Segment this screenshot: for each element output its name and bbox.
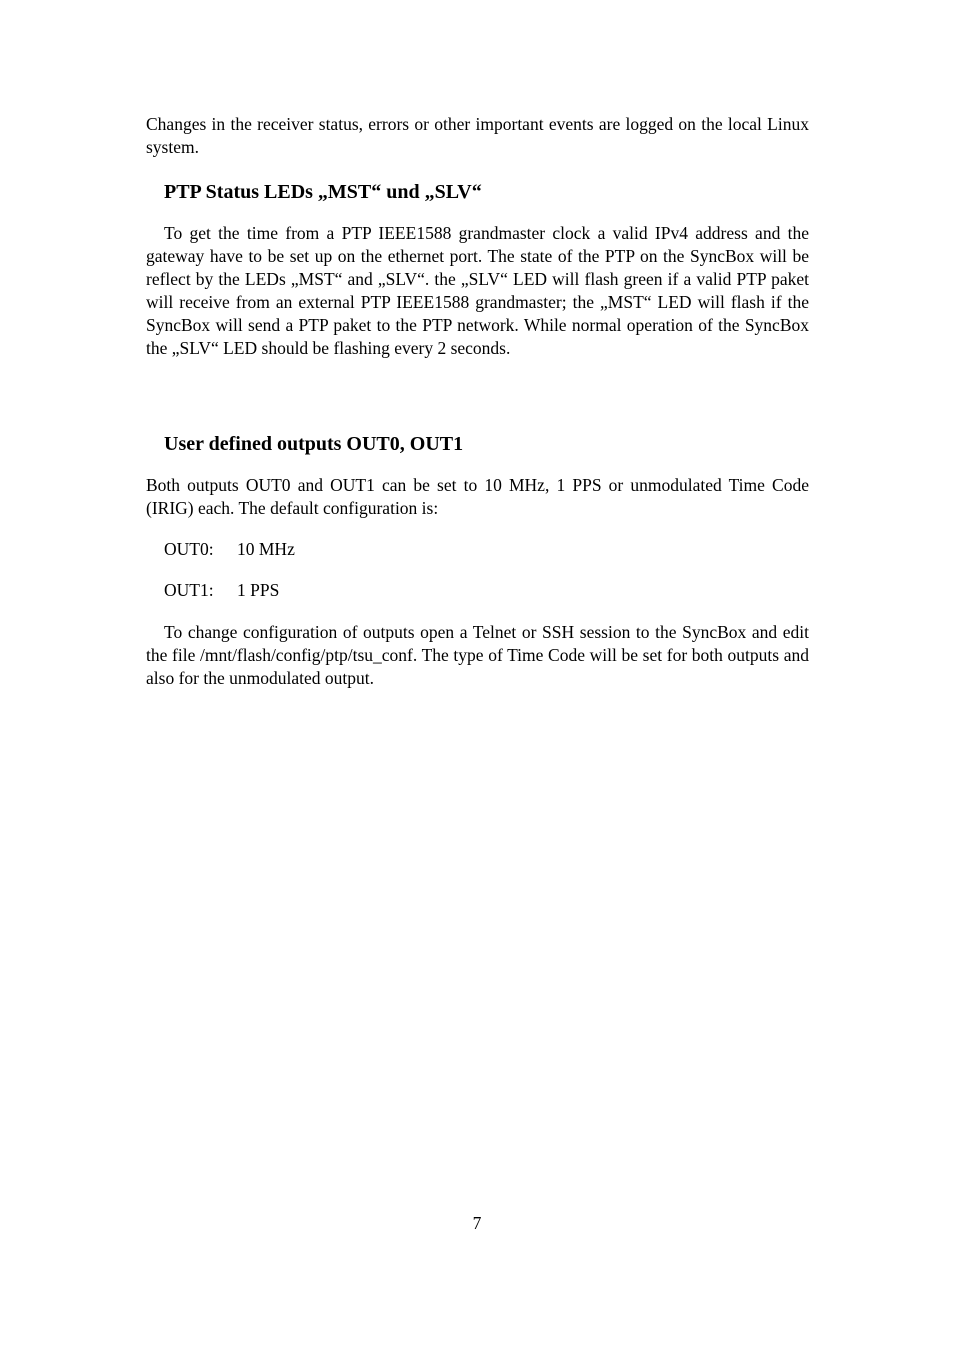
ptp-status-paragraph: To get the time from a PTP IEEE1588 grandmaster clock a valid IPv4 address and the gateway have to be set up on the ethernet port. The state of the PTP on the SyncBox will be reflect by the LEDs „MST“ and „SLV“. the „SLV“ LED will flash green if a valid PTP paket will receive from an external PTP IEEE1588 grandmaster; the „MST“ LED will flash if the SyncBox will send a PTP paket to the PTP network. While normal operation of the SyncBox the „SLV“ LED should be flashing every 2 seconds. <box>146 223 809 358</box>
user-outputs-paragraph: Both outputs OUT0 and OUT1 can be set to 10 MHz, 1 PPS or unmodulated Time Code (IRIG) each. The default configuration is: <box>146 475 809 518</box>
page-number: 7 <box>472 1213 482 1233</box>
default-out1 <box>146 579 809 602</box>
default-out0-name: OUT0: <box>164 539 214 559</box>
intro-paragraph: Changes in the receiver status, errors or other important events are logged on the local Linux system. <box>146 114 809 157</box>
ptp-status-heading: PTP Status LEDs „MST“ und „SLV“ <box>164 181 482 203</box>
config-paragraph: To change configuration of outputs open a Telnet or SSH session to the SyncBox and edit the file /mnt/flash/config/ptp/tsu_conf. The type of Time Code will be set for both outputs and also for the unmodulated output. <box>146 622 809 688</box>
page-body <box>146 113 809 690</box>
user-outputs-heading: User defined outputs OUT0, OUT1 <box>164 433 464 455</box>
default-out0-value: 10 MHz <box>237 539 295 559</box>
default-out1-value: 1 PPS <box>237 580 280 600</box>
default-out0 <box>146 538 809 561</box>
default-out1-name: OUT1: <box>164 580 214 600</box>
